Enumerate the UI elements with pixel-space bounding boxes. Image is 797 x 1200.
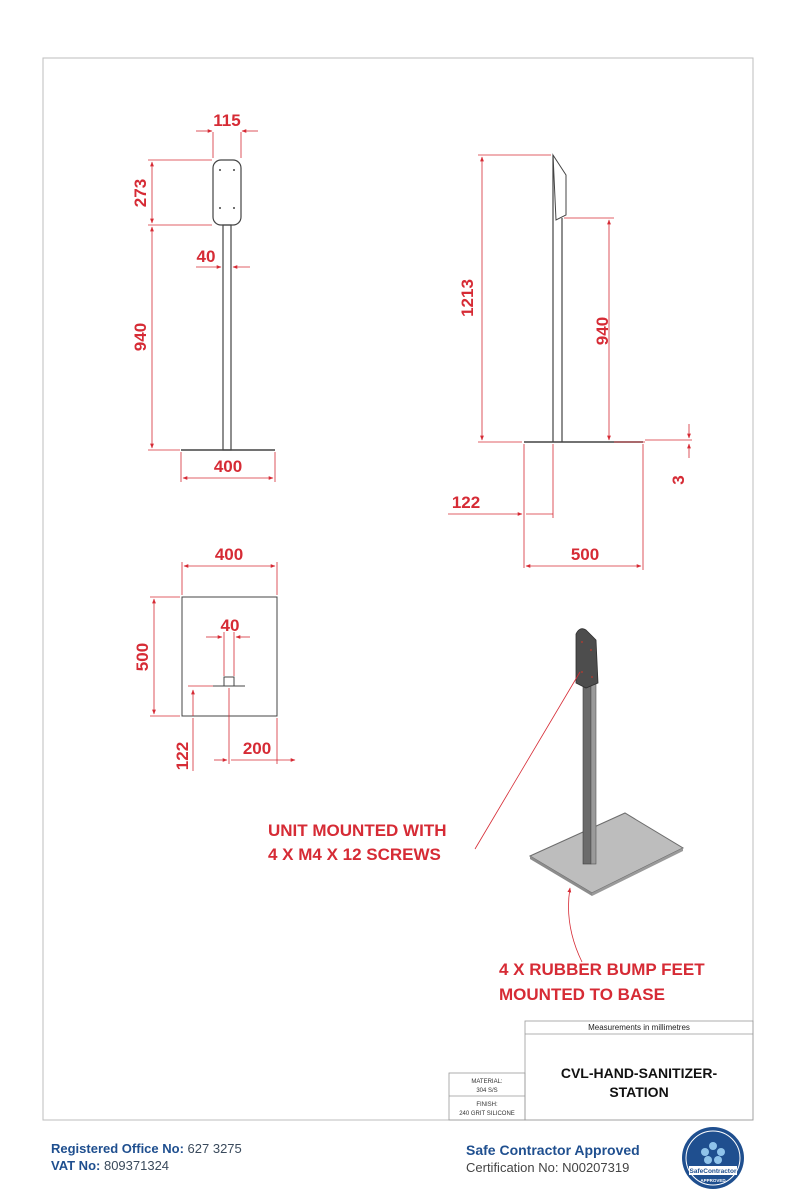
side-view <box>448 155 692 570</box>
side-dim-1213 <box>478 155 551 442</box>
iso-screw-hole <box>581 641 583 643</box>
front-screw-hole <box>219 169 221 171</box>
iso-screw-hole <box>581 671 583 673</box>
plan-dim-40 <box>206 632 250 676</box>
office-value: 627 3275 <box>187 1141 242 1156</box>
plan-post <box>224 677 234 686</box>
iso-screw-hole <box>590 649 592 651</box>
side-dim-3 <box>645 424 692 458</box>
iso-base <box>530 813 683 893</box>
side-dim-122-label: 122 <box>451 493 481 512</box>
front-screw-hole <box>219 207 221 209</box>
front-dim-940 <box>148 227 180 450</box>
tb-measurements: Measurements in millimetres <box>588 1023 690 1032</box>
side-dim-500-label: 500 <box>570 545 600 564</box>
front-dim-400-label: 400 <box>213 457 243 476</box>
iso-screw-hole <box>591 676 593 678</box>
plan-dim-200-label: 200 <box>242 739 272 758</box>
front-screw-hole <box>233 169 235 171</box>
plan-view <box>133 545 295 771</box>
tb-material-label: MATERIAL: <box>471 1079 503 1085</box>
plan-dim-40-label: 40 <box>220 616 240 635</box>
front-dim-273-label: 273 <box>131 178 150 208</box>
tb-finish-value: 240 GRIT SILICONE <box>459 1111 515 1117</box>
safe-contractor-approved: Safe Contractor Approved <box>466 1142 640 1158</box>
office-label: Registered Office No: <box>51 1141 184 1156</box>
side-dim-940-label: 940 <box>593 316 612 346</box>
side-dispenser-plate <box>553 155 566 220</box>
vat-value: 809371324 <box>103 1158 170 1173</box>
iso-dispenser-plate <box>576 629 598 688</box>
side-dim-3-label: 3 <box>669 475 688 485</box>
plan-dim-122-label: 122 <box>173 741 192 771</box>
plan-base <box>182 597 277 716</box>
front-dim-115 <box>196 131 258 158</box>
plan-dim-400 <box>182 562 277 595</box>
note-feet-line2: MOUNTED TO BASE <box>499 985 665 1004</box>
tb-material-value: 304 S/S <box>476 1088 498 1094</box>
note-mounted-line2: 4 X M4 X 12 SCREWS <box>268 845 441 864</box>
footer-certification <box>466 1141 640 1176</box>
front-dim-273 <box>148 160 212 225</box>
side-dim-1213-label: 1213 <box>458 279 477 317</box>
office-row <box>51 1140 242 1157</box>
front-post <box>223 225 231 450</box>
iso-post-side <box>591 676 596 864</box>
footer-company-info <box>51 1140 242 1174</box>
front-dispenser-plate <box>213 160 241 225</box>
leader-mounted <box>475 672 580 849</box>
plan-dim-500-label: 500 <box>133 642 152 672</box>
badge-bottom-text: APPROVED <box>700 1178 726 1183</box>
safecontractor-badge-icon <box>681 1126 745 1190</box>
front-screw-hole <box>233 207 235 209</box>
iso-view <box>530 629 683 896</box>
certification-number: Certification No: N00207319 <box>466 1160 630 1175</box>
vat-label: VAT No: <box>51 1158 101 1173</box>
leader-feet <box>569 888 583 962</box>
plan-dim-400-label: 400 <box>214 545 244 564</box>
note-mounted-line1: UNIT MOUNTED WITH <box>268 821 447 840</box>
note-feet-line1: 4 X RUBBER BUMP FEET <box>499 960 705 979</box>
tb-finish-label: FINISH: <box>476 1102 498 1108</box>
tb-title-line1: CVL-HAND-SANITIZER- <box>560 1065 718 1081</box>
plan-dim-500 <box>150 597 180 716</box>
front-view <box>131 111 275 482</box>
vat-row <box>51 1157 242 1174</box>
front-dim-40-label: 40 <box>196 247 216 266</box>
badge-top-text: SafeContractor <box>689 1168 737 1175</box>
front-dim-115-label: 115 <box>213 111 241 130</box>
iso-post <box>583 676 591 864</box>
front-dim-940-label: 940 <box>131 322 150 352</box>
tb-title-line2: STATION <box>609 1084 669 1100</box>
